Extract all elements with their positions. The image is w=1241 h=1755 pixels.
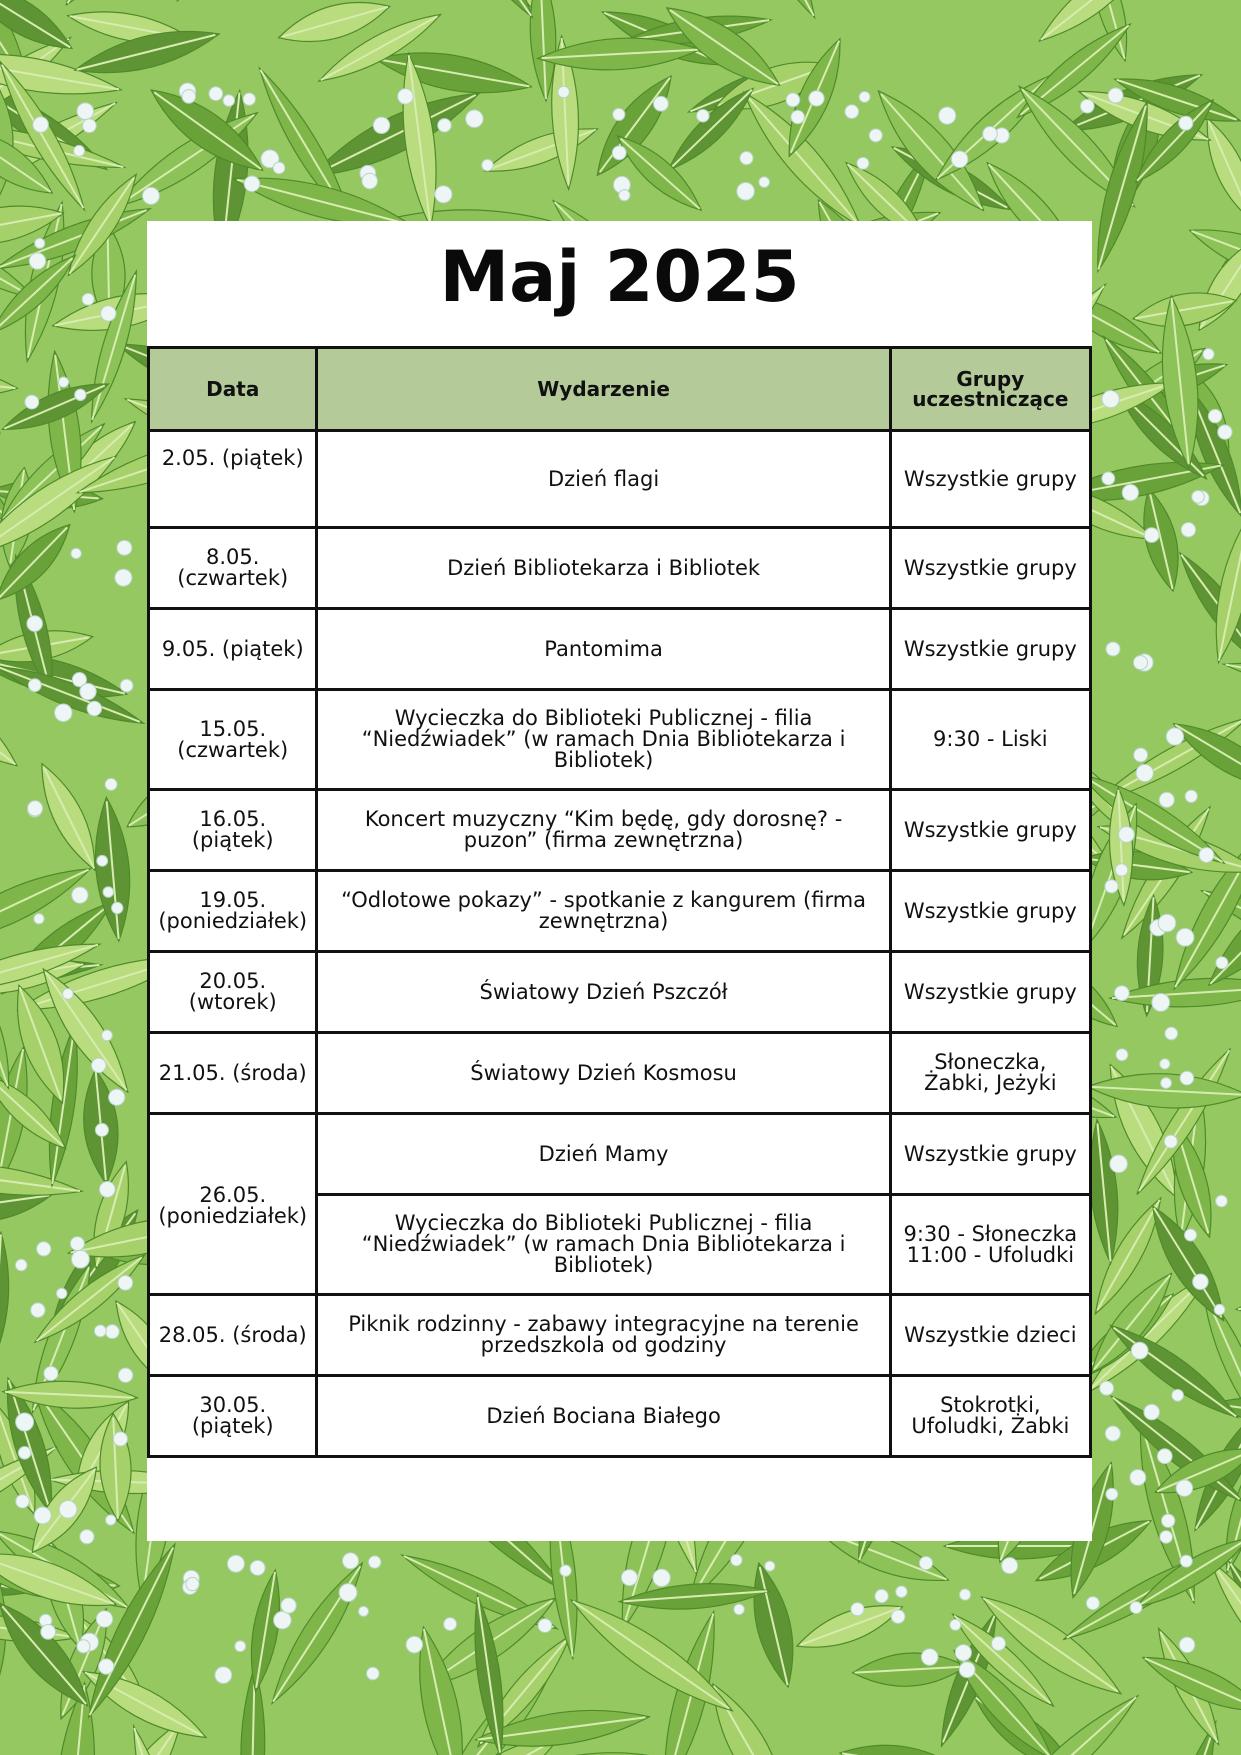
flower-bell xyxy=(896,1586,907,1597)
flower-bell xyxy=(109,1089,125,1105)
flower-bell xyxy=(619,190,630,201)
flower-bell xyxy=(95,1123,108,1136)
flower-bell xyxy=(1122,485,1138,501)
flower-bell xyxy=(339,1584,357,1602)
flower-bell xyxy=(223,95,235,107)
flower-bell xyxy=(1172,1389,1184,1401)
cell-groups: Wszystkie grupy xyxy=(890,871,1090,952)
flower-bell xyxy=(869,129,882,142)
flower-bell xyxy=(63,989,74,1000)
cell-event: Światowy Dzień Pszczół xyxy=(317,952,890,1033)
flower-bell xyxy=(1199,848,1214,863)
flower-bell xyxy=(92,1058,106,1072)
flower-bell xyxy=(1218,425,1232,439)
flower-bell xyxy=(1100,1381,1114,1395)
cell-groups: Wszystkie grupy xyxy=(890,528,1090,609)
cell-groups: Słoneczka, Żabki, Jeżyki xyxy=(890,1033,1090,1114)
flower-bell xyxy=(37,1242,51,1256)
flower-bell xyxy=(118,1368,132,1382)
table-row xyxy=(149,871,1091,952)
flower-bell xyxy=(106,1515,116,1525)
flower-bell xyxy=(1185,790,1197,802)
flower-bell xyxy=(1185,1229,1197,1241)
flower-bell xyxy=(101,306,116,321)
flower-bell xyxy=(58,377,68,387)
flower-bell xyxy=(1166,728,1183,745)
flower-bell xyxy=(72,1250,90,1268)
table-row xyxy=(149,1376,1091,1457)
flower-bell xyxy=(959,1662,975,1678)
flower-bell xyxy=(791,110,804,123)
cell-event: “Odlotowe pokazy” - spotkanie z kangurem (firma zewnętrzna) xyxy=(317,871,890,952)
flower-bell xyxy=(97,855,108,866)
flower-bell xyxy=(1108,88,1123,103)
flower-bell xyxy=(654,96,669,111)
flower-bell xyxy=(1106,642,1120,656)
flower-bell xyxy=(103,887,114,898)
flower-bell xyxy=(1152,993,1170,1011)
flower-bell xyxy=(362,173,378,189)
schedule-panel xyxy=(147,221,1092,1541)
flower-bell xyxy=(959,1589,970,1600)
page-title: Maj 2025 xyxy=(439,236,800,318)
flower-bell xyxy=(77,103,94,120)
flower-bell xyxy=(482,159,493,170)
cell-groups: Wszystkie grupy xyxy=(890,790,1090,871)
flower-bell xyxy=(438,119,451,132)
flower-bell xyxy=(80,683,96,699)
flower-bell xyxy=(83,119,97,133)
flower-bell xyxy=(209,87,223,101)
flower-bell xyxy=(16,1413,34,1431)
flower-bell xyxy=(1160,1531,1173,1544)
flower-bell xyxy=(72,887,88,903)
table-row xyxy=(149,431,1091,528)
flower-bell xyxy=(112,902,123,913)
flower-bell xyxy=(731,1554,742,1565)
flower-bell xyxy=(82,293,94,305)
flower-bell xyxy=(281,1598,296,1613)
flower-bell xyxy=(244,176,260,192)
flower-bell xyxy=(70,1237,84,1251)
flower-bell xyxy=(96,1611,112,1627)
flower-bell xyxy=(31,1303,45,1317)
cell-event: Piknik rodzinny - zabawy integracyjne na terenie przedszkola od godziny xyxy=(317,1295,890,1376)
flower-bell xyxy=(59,1501,77,1519)
header-groups: Grupy uczestniczące xyxy=(890,348,1090,431)
flower-bell xyxy=(215,1667,232,1684)
flower-bell xyxy=(786,93,800,107)
table-row xyxy=(149,1295,1091,1376)
flower-bell xyxy=(342,1553,358,1569)
flower-bell xyxy=(1106,1488,1118,1500)
flower-bell xyxy=(15,1259,27,1271)
table-row xyxy=(149,1114,1091,1195)
flower-bell xyxy=(737,182,755,200)
cell-date: 20.05. (wtorek) xyxy=(149,952,317,1033)
flower-bell xyxy=(406,1636,423,1653)
flower-bell xyxy=(113,1432,127,1446)
cell-date: 28.05. (środa) xyxy=(149,1295,317,1376)
flower-bell xyxy=(1119,827,1135,843)
flower-bell xyxy=(27,801,42,816)
flower-bell xyxy=(435,186,452,203)
flower-bell xyxy=(118,1276,133,1291)
flower-bell xyxy=(734,1604,745,1615)
cell-groups: 9:30 - Liski xyxy=(890,690,1090,790)
flower-bell xyxy=(1176,928,1194,946)
flower-bell xyxy=(80,1530,94,1544)
flower-bell xyxy=(560,1565,571,1576)
flower-bell xyxy=(1105,1426,1120,1441)
flower-bell xyxy=(1160,1059,1170,1069)
flower-bell xyxy=(373,117,389,133)
flower-bell xyxy=(1131,1342,1148,1359)
flower-bell xyxy=(1130,1469,1146,1485)
flower-bell xyxy=(1179,116,1193,130)
flower-bell xyxy=(1102,472,1115,485)
flower-bell xyxy=(1180,1071,1194,1085)
flower-bell xyxy=(921,1649,938,1666)
flower-bell xyxy=(44,1366,58,1380)
flower-bell xyxy=(1214,1304,1225,1315)
flower-bell xyxy=(182,90,196,104)
flower-bell xyxy=(444,1618,457,1631)
flower-bell xyxy=(851,1603,864,1616)
flower-bell xyxy=(1216,957,1228,969)
flower-bell xyxy=(71,548,81,558)
cell-event: Światowy Dzień Kosmosu xyxy=(317,1033,890,1114)
cell-date: 9.05. (piątek) xyxy=(149,609,317,690)
flower-bell xyxy=(27,616,43,632)
flower-bell xyxy=(33,117,49,133)
flower-bell xyxy=(951,151,968,168)
flower-bell xyxy=(1180,1555,1192,1567)
flower-bell xyxy=(142,187,159,204)
cell-date: 21.05. (środa) xyxy=(149,1033,317,1114)
cell-groups: Wszystkie grupy xyxy=(890,952,1090,1033)
flower-bell xyxy=(1159,792,1174,807)
flower-bell xyxy=(120,679,133,692)
flower-bell xyxy=(1179,1637,1195,1653)
cell-event: Dzień Mamy xyxy=(317,1114,890,1195)
flower-bell xyxy=(466,110,484,128)
cell-event: Koncert muzyczny “Kim będę, gdy dorosnę? - puzon” (firma zewnętrzna) xyxy=(317,790,890,871)
flower-bell xyxy=(1181,523,1195,537)
table-header-row xyxy=(149,348,1091,431)
cell-date: 8.05. (czwartek) xyxy=(149,528,317,609)
flower-bell xyxy=(99,1182,115,1198)
flower-bell xyxy=(105,1325,119,1339)
flower-bell xyxy=(273,162,285,174)
flower-bell xyxy=(1165,1027,1178,1040)
flower-bell xyxy=(1110,1155,1128,1173)
cell-event: Dzień flagi xyxy=(317,431,890,528)
table-row xyxy=(149,609,1091,690)
table-row xyxy=(149,790,1091,871)
cell-date: 19.05. (poniedziałek) xyxy=(149,871,317,952)
flower-bell xyxy=(538,1619,552,1633)
flower-bell xyxy=(1158,914,1176,932)
flower-bell xyxy=(621,1570,637,1586)
flower-bell xyxy=(613,108,625,120)
flower-bell xyxy=(1216,1195,1228,1207)
flower-bell xyxy=(955,1645,971,1661)
flower-bell xyxy=(74,145,85,156)
flower-bell xyxy=(41,1624,56,1639)
flower-bell xyxy=(243,93,255,105)
flower-bell xyxy=(99,1659,114,1674)
flower-bell xyxy=(29,253,45,269)
flower-bell xyxy=(35,238,45,248)
flower-bell xyxy=(983,127,998,142)
cell-event: Wycieczka do Biblioteki Publicznej - filia “Niedźwiadek” (w ramach Dnia Bibliotekarza i Bibliotek) xyxy=(317,1195,890,1295)
flower-bell xyxy=(115,569,132,586)
flower-bell xyxy=(1002,1558,1018,1574)
header-event: Wydarzenie xyxy=(317,348,890,431)
cell-groups: Wszystkie grupy xyxy=(890,431,1090,528)
flower-bell xyxy=(1080,99,1094,113)
cell-groups: Wszystkie grupy xyxy=(890,1114,1090,1195)
flower-bell xyxy=(1164,1135,1177,1148)
cell-event: Dzień Bibliotekarza i Bibliotek xyxy=(317,528,890,609)
flower-bell xyxy=(1144,1404,1160,1420)
flower-bell xyxy=(1161,1078,1172,1089)
flower-bell xyxy=(1130,1602,1142,1614)
flower-bell xyxy=(55,704,73,722)
flower-bell xyxy=(102,1030,113,1041)
cell-date: 26.05. (poniedziałek) xyxy=(149,1114,317,1295)
flower-bell xyxy=(1157,1449,1172,1464)
flower-bell xyxy=(117,540,132,555)
flower-bell xyxy=(75,389,86,400)
flower-bell xyxy=(859,91,870,102)
flower-bell xyxy=(765,1561,775,1571)
cell-event: Pantomima xyxy=(317,609,890,690)
cell-date: 15.05. (czwartek) xyxy=(149,690,317,790)
flower-bell xyxy=(558,86,570,98)
flower-bell xyxy=(105,778,117,790)
cell-date: 16.05. (piątek) xyxy=(149,790,317,871)
flower-bell xyxy=(1086,1597,1099,1610)
flower-bell xyxy=(87,701,102,716)
cell-groups: Stokrotki, Ufoludki, Żabki xyxy=(890,1376,1090,1457)
table-row xyxy=(149,690,1091,790)
events-table xyxy=(147,346,1092,1458)
flower-bell xyxy=(1203,349,1214,360)
flower-bell xyxy=(1162,1514,1175,1527)
flower-bell xyxy=(857,157,869,169)
flower-bell xyxy=(56,1288,66,1298)
flower-bell xyxy=(1208,409,1222,423)
flower-bell xyxy=(94,1325,106,1337)
flower-bell xyxy=(28,679,41,692)
flower-bell xyxy=(1192,490,1205,503)
flower-bell xyxy=(697,109,710,122)
flower-bell xyxy=(398,89,414,105)
flower-bell xyxy=(612,146,626,160)
flower-bell xyxy=(369,1556,381,1568)
cell-groups: 9:30 - Słoneczka 11:00 - Ufoludki xyxy=(890,1195,1090,1295)
cell-date: 30.05. (piątek) xyxy=(149,1376,317,1457)
flower-bell xyxy=(875,1589,888,1602)
flower-bell xyxy=(950,1619,961,1630)
flower-bell xyxy=(845,105,859,119)
flower-bell xyxy=(939,107,956,124)
flower-bell xyxy=(809,91,824,106)
flower-bell xyxy=(1133,656,1147,670)
flower-bell xyxy=(16,1495,29,1508)
flower-bell xyxy=(1136,764,1153,781)
flower-bell xyxy=(1114,986,1129,1001)
table-row xyxy=(149,952,1091,1033)
flower-bell xyxy=(740,152,753,165)
cell-date: 2.05. (piątek) xyxy=(149,431,317,528)
flower-bell xyxy=(34,1507,51,1524)
flower-bell xyxy=(1193,1274,1209,1290)
flower-bell xyxy=(367,1667,380,1680)
flower-bell xyxy=(759,177,770,188)
cell-event: Wycieczka do Biblioteki Publicznej - filia “Niedźwiadek” (w ramach Dnia Bibliotekarza i Bibliotek) xyxy=(317,690,890,790)
flower-bell xyxy=(227,1555,244,1572)
flower-bell xyxy=(992,1637,1006,1651)
flower-bell xyxy=(1115,864,1127,876)
flower-bell xyxy=(1144,528,1159,543)
flower-bell xyxy=(77,1640,90,1653)
cell-groups: Wszystkie dzieci xyxy=(890,1295,1090,1376)
flower-bell xyxy=(34,914,44,924)
flower-bell xyxy=(1176,1480,1193,1497)
header-date: Data xyxy=(149,348,317,431)
cell-event: Dzień Bociana Białego xyxy=(317,1376,890,1457)
flower-bell xyxy=(235,1641,246,1652)
table-row xyxy=(149,1033,1091,1114)
flower-bell xyxy=(1134,748,1148,762)
flower-bell xyxy=(919,1556,932,1569)
flower-bell xyxy=(1105,880,1118,893)
flower-bell xyxy=(25,395,39,409)
flower-bell xyxy=(1102,391,1119,408)
flower-bell xyxy=(250,1560,265,1575)
flower-bell xyxy=(18,1447,31,1460)
flower-bell xyxy=(186,1577,199,1590)
table-row xyxy=(149,528,1091,609)
cell-groups: Wszystkie grupy xyxy=(890,609,1090,690)
flower-bell xyxy=(274,1611,292,1629)
flower-bell xyxy=(1116,1049,1128,1061)
flower-bell xyxy=(359,1606,369,1616)
flower-bell xyxy=(653,1569,670,1586)
flower-bell xyxy=(891,1610,905,1624)
